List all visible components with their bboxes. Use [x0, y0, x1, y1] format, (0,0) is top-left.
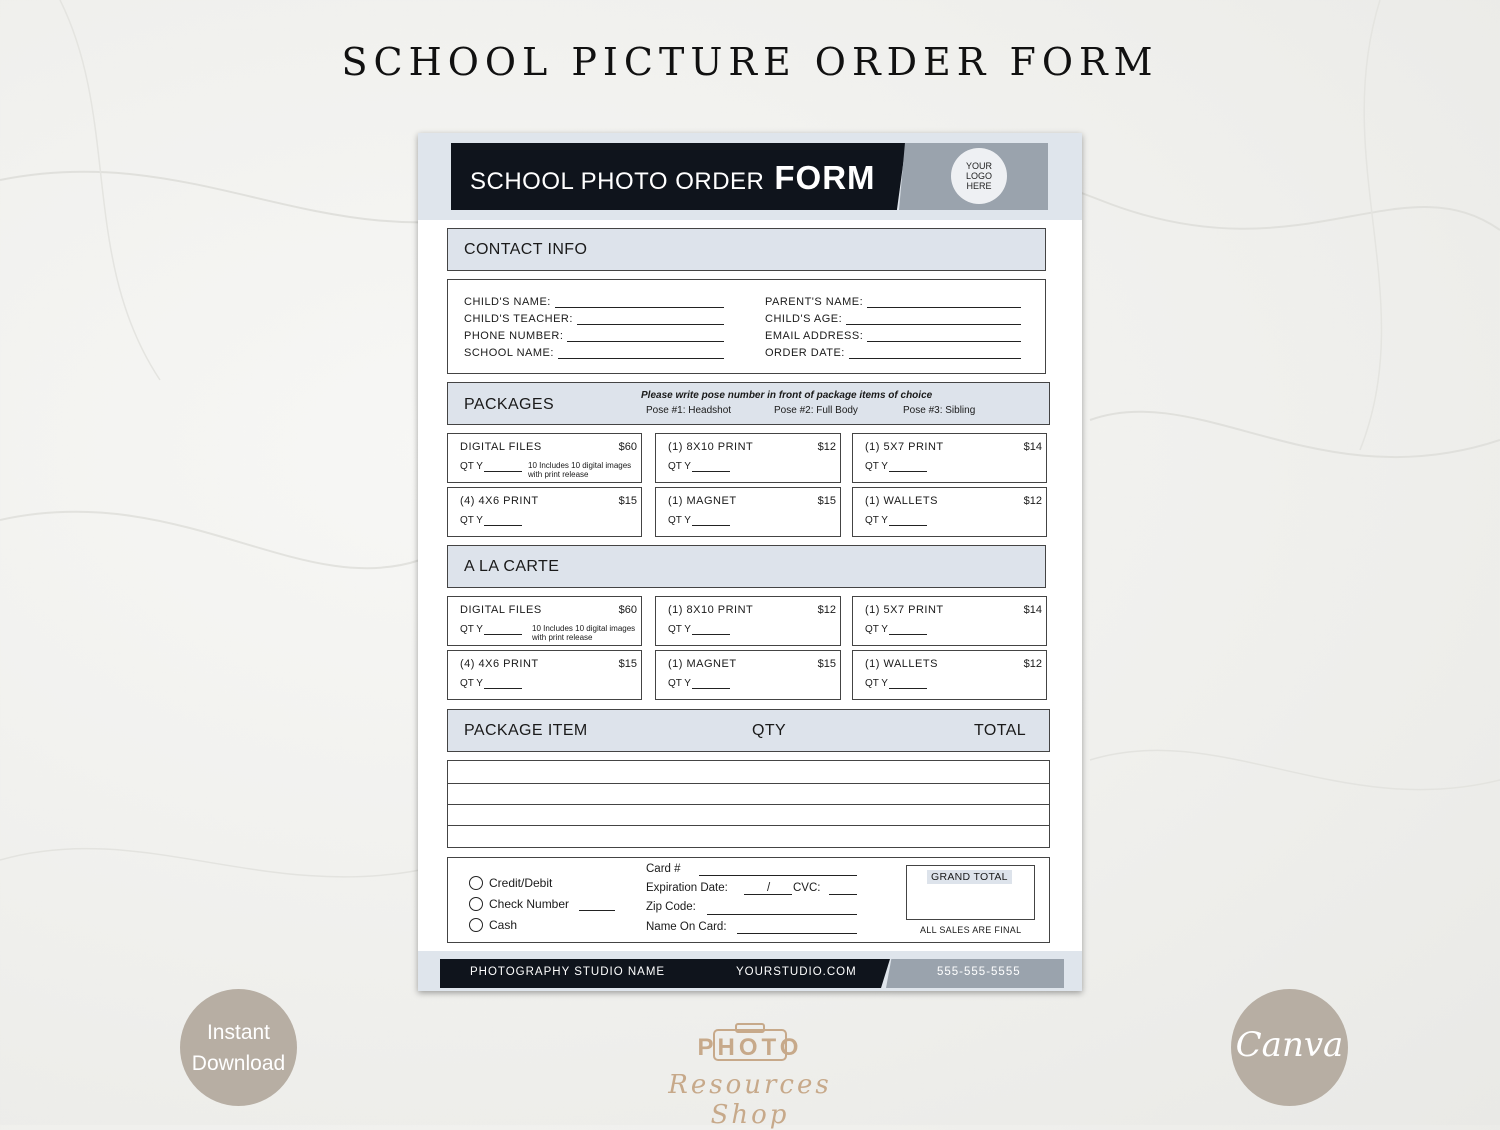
qty-input-line[interactable]	[484, 525, 522, 526]
radio-icon[interactable]	[469, 918, 483, 932]
qty-label: QT Y	[668, 624, 691, 635]
qty-input-line[interactable]	[889, 525, 927, 526]
a-la-carte-card[interactable]	[655, 596, 841, 646]
card-number-label: Card #	[646, 863, 681, 875]
col-total: TOTAL	[974, 722, 1027, 739]
item-name: DIGITAL FILES	[460, 441, 542, 453]
contact-section-header	[447, 228, 1046, 271]
item-name: (1) MAGNET	[668, 658, 737, 670]
logo-line: LOGO	[965, 171, 992, 181]
a-la-carte-card[interactable]	[655, 650, 841, 700]
qty-input-line[interactable]	[484, 688, 522, 689]
cvc-line[interactable]	[829, 894, 857, 895]
name-on-card-line[interactable]	[737, 933, 857, 934]
qty-input-line[interactable]	[692, 525, 730, 526]
expiration-separator: /	[767, 882, 771, 894]
qty-label: QT Y	[865, 515, 888, 526]
item-description: 10 Includes 10 digital images with print release	[528, 461, 632, 479]
zip-code-line[interactable]	[707, 914, 857, 915]
name-on-card-label: Name On Card:	[646, 921, 727, 933]
studio-phone: 555-555-5555	[937, 966, 1021, 978]
package-card[interactable]	[852, 433, 1047, 483]
item-price: $12	[817, 441, 836, 453]
qty-label: QT Y	[668, 461, 691, 472]
qty-input-line[interactable]	[889, 634, 927, 635]
qty-label: QT Y	[865, 678, 888, 689]
col-package-item: PACKAGE ITEM	[464, 722, 588, 739]
a-la-carte-card[interactable]	[447, 596, 642, 646]
item-name: DIGITAL FILES	[460, 604, 542, 616]
field-label: PARENT'S NAME:	[765, 296, 864, 308]
item-price: $14	[1023, 441, 1042, 453]
badge-line-2: Download	[191, 1052, 286, 1075]
studio-website: YOURSTUDIO.COM	[736, 966, 857, 978]
item-price: $15	[817, 495, 836, 507]
col-qty: QTY	[752, 722, 787, 739]
logo-placeholder	[951, 148, 1007, 204]
item-name: (1) 8X10 PRINT	[668, 441, 754, 453]
zip-code-label: Zip Code:	[646, 901, 696, 913]
grand-total-label: GRAND TOTAL	[927, 870, 1012, 884]
pose-1: Pose #1: Headshot	[646, 405, 732, 416]
card-number-line[interactable]	[699, 875, 857, 876]
order-form-sheet	[418, 133, 1082, 991]
canva-logo-text: Canva	[1235, 1025, 1344, 1065]
email-address-field[interactable]	[765, 330, 1021, 342]
form-title-text: SCHOOL PHOTO ORDER	[470, 168, 765, 195]
qty-input-line[interactable]	[692, 634, 730, 635]
item-name: (4) 4X6 PRINT	[460, 658, 539, 670]
instant-download-badge	[180, 989, 297, 1106]
item-price: $15	[618, 658, 637, 670]
qty-label: QT Y	[668, 678, 691, 689]
pose-2: Pose #2: Full Body	[774, 405, 858, 416]
qty-input-line[interactable]	[692, 471, 730, 472]
field-label: CHILD'S NAME:	[464, 296, 551, 308]
field-label: SCHOOL NAME:	[464, 347, 554, 359]
item-price: $15	[817, 658, 836, 670]
a-la-carte-card[interactable]	[447, 650, 642, 700]
a-la-carte-card[interactable]	[852, 596, 1047, 646]
contact-title: CONTACT INFO	[464, 241, 588, 258]
qty-input-line[interactable]	[889, 471, 927, 472]
item-price: $12	[1023, 495, 1042, 507]
item-price: $14	[1023, 604, 1042, 616]
qty-label: QT Y	[460, 461, 483, 472]
radio-icon[interactable]	[469, 897, 483, 911]
sales-final-note: ALL SALES ARE FINAL	[920, 925, 1022, 935]
payment-box	[447, 857, 1050, 943]
expiration-label: Expiration Date:	[646, 882, 728, 894]
brand-line-2: Resources Shop	[668, 1070, 832, 1130]
canva-badge	[1231, 989, 1348, 1106]
field-label: PHONE NUMBER:	[464, 330, 564, 342]
package-card[interactable]	[447, 487, 642, 537]
item-price: $12	[1023, 658, 1042, 670]
qty-label: QT Y	[865, 461, 888, 472]
option-label: Credit/Debit	[489, 876, 553, 890]
a-la-carte-card[interactable]	[852, 650, 1047, 700]
item-description: 10 Includes 10 digital images with print release	[532, 624, 636, 642]
item-price: $60	[618, 604, 637, 616]
childs-name-field[interactable]	[464, 296, 724, 308]
qty-label: QT Y	[460, 515, 483, 526]
item-price: $12	[817, 604, 836, 616]
childs-teacher-field[interactable]	[464, 313, 724, 325]
logo-line: HERE	[966, 181, 992, 191]
parents-name-field[interactable]	[765, 296, 1021, 308]
package-card[interactable]	[852, 487, 1047, 537]
field-label: CHILD'S AGE:	[765, 313, 843, 325]
studio-name: PHOTOGRAPHY STUDIO NAME	[470, 966, 666, 978]
package-card[interactable]	[655, 433, 841, 483]
check-number-option[interactable]	[469, 897, 569, 911]
field-label: ORDER DATE:	[765, 347, 845, 359]
page-title: SCHOOL PICTURE ORDER FORM	[341, 40, 1159, 84]
item-name: (1) MAGNET	[668, 495, 737, 507]
brand-line-1: PHOTO	[697, 1034, 803, 1061]
package-card[interactable]	[447, 433, 642, 483]
packages-title: PACKAGES	[464, 396, 555, 413]
item-name: (1) WALLETS	[865, 495, 938, 507]
item-name: (1) WALLETS	[865, 658, 938, 670]
contact-fields-box	[447, 279, 1046, 374]
package-card[interactable]	[655, 487, 841, 537]
cvc-label: CVC:	[793, 882, 821, 894]
packages-section-header	[447, 382, 1050, 425]
form-title	[470, 159, 876, 197]
qty-label: QT Y	[668, 515, 691, 526]
phone-number-field[interactable]	[464, 330, 724, 342]
form-title-bold: FORM	[774, 159, 876, 196]
order-date-field[interactable]	[765, 347, 1021, 359]
pose-3: Pose #3: Sibling	[903, 405, 976, 416]
childs-age-field[interactable]	[765, 313, 1021, 325]
brand-logo	[640, 1022, 860, 1130]
item-name: (4) 4X6 PRINT	[460, 495, 539, 507]
item-price: $15	[618, 495, 637, 507]
pose-instruction: Please write pose number in front of package items of choice	[641, 390, 933, 401]
summary-header	[447, 709, 1050, 752]
qty-input-line[interactable]	[692, 688, 730, 689]
item-name: (1) 5X7 PRINT	[865, 441, 944, 453]
a-la-carte-section-header	[447, 545, 1046, 588]
expiration-line[interactable]	[744, 894, 792, 895]
order-rows[interactable]	[447, 760, 1050, 848]
credit-debit-option[interactable]	[469, 876, 552, 890]
qty-label: QT Y	[460, 678, 483, 689]
qty-label: QT Y	[460, 624, 483, 635]
option-label: Check Number	[489, 897, 570, 911]
qty-label: QT Y	[865, 624, 888, 635]
a-la-carte-title: A LA CARTE	[464, 558, 560, 575]
field-label: EMAIL ADDRESS:	[765, 330, 864, 342]
school-name-field[interactable]	[464, 347, 724, 359]
item-name: (1) 8X10 PRINT	[668, 604, 754, 616]
qty-input-line[interactable]	[889, 688, 927, 689]
option-label: Cash	[489, 918, 518, 932]
row-divider	[448, 783, 1049, 784]
cash-option[interactable]	[469, 918, 517, 932]
radio-icon[interactable]	[469, 876, 483, 890]
check-number-line[interactable]	[579, 910, 615, 911]
row-divider	[448, 825, 1049, 826]
item-name: (1) 5X7 PRINT	[865, 604, 944, 616]
qty-input-line[interactable]	[484, 634, 522, 635]
badge-line-1: Instant	[206, 1021, 271, 1044]
field-label: CHILD'S TEACHER:	[464, 313, 573, 325]
qty-input-line[interactable]	[484, 471, 522, 472]
row-divider	[448, 804, 1049, 805]
logo-line: YOUR	[965, 161, 992, 171]
item-price: $60	[618, 441, 637, 453]
grand-total-box[interactable]	[906, 865, 1035, 920]
